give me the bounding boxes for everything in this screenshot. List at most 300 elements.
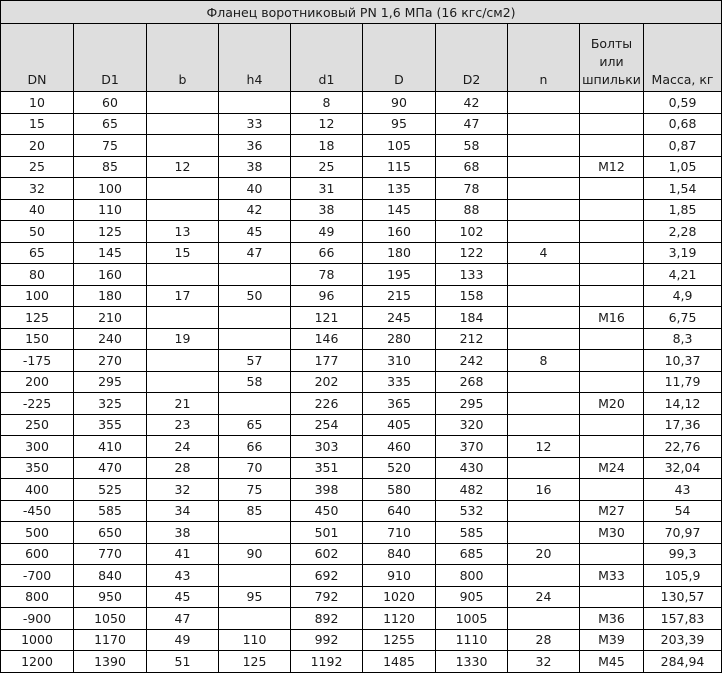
cell-d: 710 <box>363 522 436 544</box>
cell-n <box>508 178 580 200</box>
cell-h4: 70 <box>219 457 291 479</box>
cell-mass: 8,3 <box>644 328 722 350</box>
cell-n <box>508 393 580 415</box>
cell-dn: 125 <box>1 307 74 329</box>
table-row <box>1 242 722 264</box>
cell-n <box>508 285 580 307</box>
cell-n <box>508 371 580 393</box>
cell-h4: 50 <box>219 285 291 307</box>
cell-d: 280 <box>363 328 436 350</box>
cell-d2: 430 <box>436 457 508 479</box>
cell-h4: 58 <box>219 371 291 393</box>
cell-h4 <box>219 522 291 544</box>
cell-d1-outer: 325 <box>74 393 147 415</box>
cell-mass: 43 <box>644 479 722 501</box>
cell-d1-outer: 240 <box>74 328 147 350</box>
cell-d1: 202 <box>291 371 363 393</box>
cell-d: 115 <box>363 156 436 178</box>
cell-dn: -175 <box>1 350 74 372</box>
table-row <box>1 371 722 393</box>
table-header-row <box>1 24 722 92</box>
cell-n <box>508 113 580 135</box>
cell-dn: -225 <box>1 393 74 415</box>
cell-mass: 0,87 <box>644 135 722 157</box>
cell-d: 215 <box>363 285 436 307</box>
cell-b: 34 <box>147 500 219 522</box>
cell-bolts <box>580 264 644 286</box>
cell-d2: 1330 <box>436 651 508 673</box>
cell-n: 16 <box>508 479 580 501</box>
cell-b: 51 <box>147 651 219 673</box>
table-row <box>1 156 722 178</box>
cell-b <box>147 135 219 157</box>
cell-h4 <box>219 328 291 350</box>
cell-d1: 96 <box>291 285 363 307</box>
cell-dn: 40 <box>1 199 74 221</box>
cell-mass: 99,3 <box>644 543 722 565</box>
cell-dn: 1200 <box>1 651 74 673</box>
cell-n: 8 <box>508 350 580 372</box>
cell-mass: 4,9 <box>644 285 722 307</box>
header-mass: Масса, кг <box>644 24 722 92</box>
cell-b: 15 <box>147 242 219 264</box>
cell-bolts: М12 <box>580 156 644 178</box>
cell-mass: 70,97 <box>644 522 722 544</box>
cell-bolts <box>580 414 644 436</box>
cell-n <box>508 414 580 436</box>
cell-d2: 184 <box>436 307 508 329</box>
cell-d: 335 <box>363 371 436 393</box>
cell-d: 405 <box>363 414 436 436</box>
cell-dn: 25 <box>1 156 74 178</box>
cell-mass: 203,39 <box>644 629 722 651</box>
cell-d1: 12 <box>291 113 363 135</box>
cell-d1: 351 <box>291 457 363 479</box>
cell-d1: 49 <box>291 221 363 243</box>
cell-n: 4 <box>508 242 580 264</box>
cell-d1: 121 <box>291 307 363 329</box>
cell-bolts: М45 <box>580 651 644 673</box>
cell-h4: 57 <box>219 350 291 372</box>
table-row <box>1 436 722 458</box>
cell-d1-outer: 65 <box>74 113 147 135</box>
cell-d2: 47 <box>436 113 508 135</box>
cell-d: 180 <box>363 242 436 264</box>
cell-d2: 58 <box>436 135 508 157</box>
cell-mass: 284,94 <box>644 651 722 673</box>
cell-b: 23 <box>147 414 219 436</box>
cell-d1-outer: 410 <box>74 436 147 458</box>
cell-h4 <box>219 264 291 286</box>
cell-d1: 226 <box>291 393 363 415</box>
cell-d: 310 <box>363 350 436 372</box>
cell-mass: 11,79 <box>644 371 722 393</box>
cell-d: 1120 <box>363 608 436 630</box>
cell-b: 19 <box>147 328 219 350</box>
cell-n <box>508 199 580 221</box>
cell-dn: 250 <box>1 414 74 436</box>
table-row <box>1 414 722 436</box>
cell-bolts <box>580 113 644 135</box>
cell-d2: 320 <box>436 414 508 436</box>
cell-n <box>508 135 580 157</box>
cell-d1-outer: 100 <box>74 178 147 200</box>
cell-n: 32 <box>508 651 580 673</box>
table-title: Фланец воротниковый PN 1,6 МПа (16 кгс/см2) <box>1 1 722 24</box>
cell-d2: 158 <box>436 285 508 307</box>
cell-d2: 295 <box>436 393 508 415</box>
cell-bolts: М20 <box>580 393 644 415</box>
cell-d: 1255 <box>363 629 436 651</box>
cell-d: 520 <box>363 457 436 479</box>
cell-n <box>508 608 580 630</box>
cell-d1-outer: 75 <box>74 135 147 157</box>
cell-dn: 500 <box>1 522 74 544</box>
cell-mass: 0,59 <box>644 92 722 114</box>
cell-d: 580 <box>363 479 436 501</box>
cell-b <box>147 307 219 329</box>
table-body <box>1 92 722 673</box>
cell-dn: 350 <box>1 457 74 479</box>
cell-d: 460 <box>363 436 436 458</box>
cell-d1-outer: 1390 <box>74 651 147 673</box>
cell-n <box>508 307 580 329</box>
table-row <box>1 457 722 479</box>
cell-bolts: М24 <box>580 457 644 479</box>
cell-n: 28 <box>508 629 580 651</box>
table-row <box>1 543 722 565</box>
cell-dn: 100 <box>1 285 74 307</box>
cell-b: 28 <box>147 457 219 479</box>
cell-d: 105 <box>363 135 436 157</box>
table-row <box>1 500 722 522</box>
cell-d2: 585 <box>436 522 508 544</box>
cell-dn: 600 <box>1 543 74 565</box>
cell-bolts: М16 <box>580 307 644 329</box>
table-row <box>1 307 722 329</box>
cell-d1: 38 <box>291 199 363 221</box>
header-n: n <box>508 24 580 92</box>
cell-b <box>147 113 219 135</box>
cell-b: 24 <box>147 436 219 458</box>
cell-d: 640 <box>363 500 436 522</box>
cell-d2: 212 <box>436 328 508 350</box>
cell-d1-outer: 650 <box>74 522 147 544</box>
cell-d: 840 <box>363 543 436 565</box>
cell-h4: 66 <box>219 436 291 458</box>
table-row <box>1 522 722 544</box>
table-row <box>1 135 722 157</box>
cell-mass: 1,05 <box>644 156 722 178</box>
cell-bolts <box>580 543 644 565</box>
cell-d1: 692 <box>291 565 363 587</box>
cell-n: 24 <box>508 586 580 608</box>
cell-d: 910 <box>363 565 436 587</box>
header-d: D <box>363 24 436 92</box>
cell-d1-outer: 270 <box>74 350 147 372</box>
cell-bolts <box>580 479 644 501</box>
cell-mass: 1,85 <box>644 199 722 221</box>
cell-d1-outer: 840 <box>74 565 147 587</box>
cell-h4: 65 <box>219 414 291 436</box>
cell-bolts <box>580 242 644 264</box>
cell-d2: 42 <box>436 92 508 114</box>
table-row <box>1 479 722 501</box>
cell-d1: 78 <box>291 264 363 286</box>
cell-d2: 133 <box>436 264 508 286</box>
cell-b <box>147 92 219 114</box>
table-row <box>1 285 722 307</box>
table-row <box>1 393 722 415</box>
cell-d1: 18 <box>291 135 363 157</box>
cell-dn: 1000 <box>1 629 74 651</box>
header-h4: h4 <box>219 24 291 92</box>
table-row <box>1 350 722 372</box>
cell-d2: 242 <box>436 350 508 372</box>
table-row <box>1 608 722 630</box>
cell-b: 32 <box>147 479 219 501</box>
cell-b: 45 <box>147 586 219 608</box>
cell-b <box>147 371 219 393</box>
cell-d1-outer: 950 <box>74 586 147 608</box>
cell-d2: 370 <box>436 436 508 458</box>
cell-bolts <box>580 135 644 157</box>
cell-d2: 482 <box>436 479 508 501</box>
cell-d: 95 <box>363 113 436 135</box>
cell-b <box>147 264 219 286</box>
cell-d1: 66 <box>291 242 363 264</box>
cell-d1-outer: 525 <box>74 479 147 501</box>
cell-b: 13 <box>147 221 219 243</box>
header-d2: D2 <box>436 24 508 92</box>
cell-dn: 50 <box>1 221 74 243</box>
cell-d: 145 <box>363 199 436 221</box>
cell-mass: 157,83 <box>644 608 722 630</box>
cell-h4: 33 <box>219 113 291 135</box>
cell-d: 365 <box>363 393 436 415</box>
cell-b: 47 <box>147 608 219 630</box>
cell-d1-outer: 125 <box>74 221 147 243</box>
cell-d: 195 <box>363 264 436 286</box>
cell-mass: 10,37 <box>644 350 722 372</box>
cell-bolts <box>580 350 644 372</box>
cell-d2: 268 <box>436 371 508 393</box>
cell-n <box>508 92 580 114</box>
cell-bolts <box>580 586 644 608</box>
header-dn: DN <box>1 24 74 92</box>
cell-h4 <box>219 608 291 630</box>
cell-dn: 10 <box>1 92 74 114</box>
cell-mass: 6,75 <box>644 307 722 329</box>
cell-d1: 303 <box>291 436 363 458</box>
cell-bolts: М33 <box>580 565 644 587</box>
cell-h4: 47 <box>219 242 291 264</box>
cell-d1: 892 <box>291 608 363 630</box>
cell-d2: 1110 <box>436 629 508 651</box>
cell-bolts <box>580 178 644 200</box>
cell-d2: 532 <box>436 500 508 522</box>
cell-n <box>508 565 580 587</box>
cell-mass: 1,54 <box>644 178 722 200</box>
cell-b: 12 <box>147 156 219 178</box>
cell-d1-outer: 85 <box>74 156 147 178</box>
cell-d2: 685 <box>436 543 508 565</box>
cell-bolts <box>580 328 644 350</box>
cell-h4: 85 <box>219 500 291 522</box>
cell-h4 <box>219 92 291 114</box>
cell-h4: 125 <box>219 651 291 673</box>
cell-dn: 200 <box>1 371 74 393</box>
cell-d1: 450 <box>291 500 363 522</box>
cell-d1-outer: 770 <box>74 543 147 565</box>
table-row <box>1 92 722 114</box>
cell-mass: 105,9 <box>644 565 722 587</box>
cell-h4 <box>219 565 291 587</box>
cell-d1-outer: 585 <box>74 500 147 522</box>
cell-b: 38 <box>147 522 219 544</box>
cell-h4 <box>219 393 291 415</box>
cell-n: 20 <box>508 543 580 565</box>
cell-n <box>508 457 580 479</box>
cell-b <box>147 350 219 372</box>
table-row <box>1 178 722 200</box>
cell-d: 1020 <box>363 586 436 608</box>
cell-dn: -450 <box>1 500 74 522</box>
cell-n <box>508 522 580 544</box>
table-row <box>1 264 722 286</box>
cell-n <box>508 264 580 286</box>
cell-b: 17 <box>147 285 219 307</box>
table-row <box>1 586 722 608</box>
cell-d1-outer: 145 <box>74 242 147 264</box>
cell-b: 41 <box>147 543 219 565</box>
cell-h4: 90 <box>219 543 291 565</box>
cell-mass: 3,19 <box>644 242 722 264</box>
cell-dn: -900 <box>1 608 74 630</box>
cell-n <box>508 328 580 350</box>
cell-mass: 14,12 <box>644 393 722 415</box>
cell-d1: 177 <box>291 350 363 372</box>
cell-d2: 122 <box>436 242 508 264</box>
table-row <box>1 221 722 243</box>
header-d1: d1 <box>291 24 363 92</box>
header-d1-outer: D1 <box>74 24 147 92</box>
cell-h4: 36 <box>219 135 291 157</box>
cell-mass: 0,68 <box>644 113 722 135</box>
cell-d: 160 <box>363 221 436 243</box>
cell-d2: 102 <box>436 221 508 243</box>
cell-b: 21 <box>147 393 219 415</box>
cell-d2: 1005 <box>436 608 508 630</box>
cell-h4: 42 <box>219 199 291 221</box>
cell-h4: 95 <box>219 586 291 608</box>
cell-n: 12 <box>508 436 580 458</box>
cell-n <box>508 221 580 243</box>
cell-d: 245 <box>363 307 436 329</box>
table-row <box>1 651 722 673</box>
cell-d: 135 <box>363 178 436 200</box>
cell-d1: 254 <box>291 414 363 436</box>
cell-dn: 150 <box>1 328 74 350</box>
cell-n <box>508 156 580 178</box>
cell-d2: 68 <box>436 156 508 178</box>
table-row <box>1 629 722 651</box>
cell-n <box>508 500 580 522</box>
cell-dn: 15 <box>1 113 74 135</box>
cell-d2: 88 <box>436 199 508 221</box>
cell-d1: 8 <box>291 92 363 114</box>
cell-bolts: М36 <box>580 608 644 630</box>
cell-bolts <box>580 371 644 393</box>
cell-d1-outer: 470 <box>74 457 147 479</box>
cell-b <box>147 199 219 221</box>
cell-d1-outer: 110 <box>74 199 147 221</box>
cell-mass: 130,57 <box>644 586 722 608</box>
cell-d1-outer: 1050 <box>74 608 147 630</box>
cell-bolts <box>580 436 644 458</box>
cell-dn: 800 <box>1 586 74 608</box>
cell-dn: 20 <box>1 135 74 157</box>
cell-d1-outer: 180 <box>74 285 147 307</box>
cell-mass: 54 <box>644 500 722 522</box>
cell-d1-outer: 295 <box>74 371 147 393</box>
cell-dn: -700 <box>1 565 74 587</box>
table-row <box>1 565 722 587</box>
cell-d: 90 <box>363 92 436 114</box>
cell-h4: 40 <box>219 178 291 200</box>
cell-bolts <box>580 199 644 221</box>
cell-h4: 45 <box>219 221 291 243</box>
cell-bolts <box>580 221 644 243</box>
cell-d1-outer: 160 <box>74 264 147 286</box>
cell-d2: 78 <box>436 178 508 200</box>
table-row <box>1 199 722 221</box>
cell-d1: 146 <box>291 328 363 350</box>
cell-d1: 992 <box>291 629 363 651</box>
cell-mass: 32,04 <box>644 457 722 479</box>
cell-d2: 905 <box>436 586 508 608</box>
cell-d1-outer: 60 <box>74 92 147 114</box>
cell-h4: 110 <box>219 629 291 651</box>
table-row <box>1 328 722 350</box>
cell-bolts: М27 <box>580 500 644 522</box>
cell-mass: 22,76 <box>644 436 722 458</box>
cell-dn: 300 <box>1 436 74 458</box>
cell-d1: 31 <box>291 178 363 200</box>
header-bolts: Болты или шпильки <box>580 24 644 92</box>
cell-d1: 1192 <box>291 651 363 673</box>
cell-dn: 400 <box>1 479 74 501</box>
cell-dn: 32 <box>1 178 74 200</box>
cell-bolts: М39 <box>580 629 644 651</box>
cell-d1: 792 <box>291 586 363 608</box>
cell-bolts: М30 <box>580 522 644 544</box>
cell-b: 49 <box>147 629 219 651</box>
cell-h4 <box>219 307 291 329</box>
cell-bolts <box>580 92 644 114</box>
cell-h4: 75 <box>219 479 291 501</box>
cell-d1: 398 <box>291 479 363 501</box>
cell-d1: 501 <box>291 522 363 544</box>
cell-d1: 602 <box>291 543 363 565</box>
cell-d: 1485 <box>363 651 436 673</box>
cell-d1-outer: 210 <box>74 307 147 329</box>
cell-dn: 65 <box>1 242 74 264</box>
cell-d2: 800 <box>436 565 508 587</box>
table-row <box>1 113 722 135</box>
cell-b <box>147 178 219 200</box>
cell-d1-outer: 1170 <box>74 629 147 651</box>
